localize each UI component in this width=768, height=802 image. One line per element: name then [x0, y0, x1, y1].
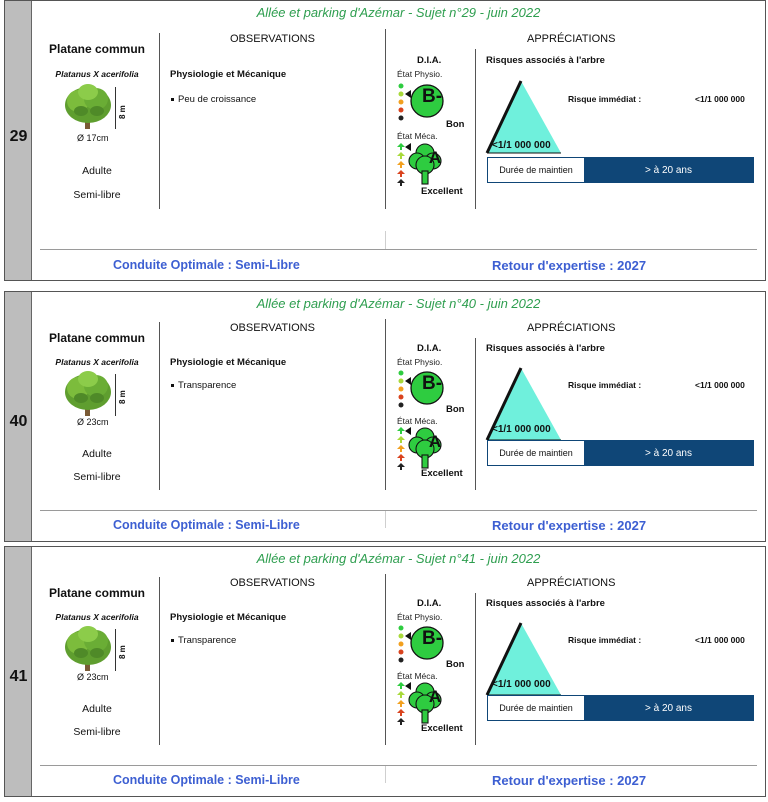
risk-immediate-label: Risque immédiat : [568, 380, 642, 391]
risk-immediate-label: Risque immédiat : [568, 635, 642, 646]
duree-label: Durée de maintien [488, 158, 584, 182]
risk-title: Risques associés à l'arbre [486, 343, 605, 355]
divider-species [159, 577, 160, 744]
subject-number: 41 [9, 667, 28, 685]
card-header: Allée et parking d'Azémar - Sujet n°40 - juin 2022 [256, 296, 541, 311]
dia-title: D.I.A. [417, 343, 442, 355]
form-label: Semi-libre [73, 189, 121, 201]
divider-faint [385, 766, 386, 783]
duree-value: > à 20 ans [584, 441, 753, 465]
meca-label: État Méca. [397, 415, 438, 426]
diameter-label: Ø 17cm [77, 133, 109, 143]
observation-item-text: Peu de croissance [178, 94, 257, 105]
species-common-name: Platane commun [48, 42, 146, 56]
duree-maintien-bar [487, 695, 754, 721]
form-label: Semi-libre [73, 470, 121, 483]
card-header: Allée et parking d'Azémar - Sujet n°41 - juin 2022 [256, 551, 541, 566]
footer-divider [40, 249, 757, 250]
tree-photo-icon [63, 370, 113, 418]
observation-item [171, 635, 236, 646]
meca-label: État Méca. [397, 131, 438, 141]
physio-grade-text: Bon [446, 119, 465, 130]
meca-grade-text: Excellent [421, 722, 463, 734]
species-latin-name: Platanus X acerifolia [55, 69, 139, 79]
physio-label: État Physio. [397, 69, 443, 79]
observations-title: OBSERVATIONS [230, 322, 315, 335]
height-label: 8 m [118, 645, 127, 660]
bullet-icon [171, 639, 174, 642]
duree-maintien-bar [487, 440, 754, 466]
footer-conduite: Conduite Optimale : Semi-Libre [113, 773, 300, 787]
card-header: Allée et parking d'Azémar - Sujet n°29 - juin 2022 [256, 5, 541, 20]
divider-faint [385, 231, 386, 249]
triangle-risk-label: <1/1 000 000 [492, 424, 551, 436]
risk-immediate-value: <1/1 000 000 [695, 94, 745, 104]
tree-photo-icon [63, 83, 113, 131]
footer-conduite: Conduite Optimale : Semi-Libre [113, 518, 300, 532]
physio-grade: B- [421, 627, 443, 649]
divider-faint [385, 511, 386, 528]
divider-dia [475, 593, 476, 745]
risk-title: Risques associés à l'arbre [486, 598, 605, 610]
dia-title: D.I.A. [417, 598, 442, 610]
meca-label: État Méca. [397, 670, 438, 681]
height-label: 8 m [118, 390, 127, 405]
appreciations-title: APPRÉCIATIONS [527, 577, 616, 590]
footer-divider [40, 765, 757, 766]
age-label: Adulte [82, 702, 112, 715]
physio-label: État Physio. [397, 356, 443, 367]
tree-card [4, 0, 766, 281]
footer-conduite: Conduite Optimale : Semi-Libre [113, 258, 300, 272]
height-bar [115, 87, 116, 129]
height-label: 8 m [118, 105, 127, 119]
meca-grade: A [428, 431, 442, 451]
duree-label: Durée de maintien [488, 696, 584, 720]
risk-immediate-value: <1/1 000 000 [695, 635, 745, 646]
diameter-label: Ø 23cm [77, 672, 109, 683]
species-latin-name: Platanus X acerifolia [55, 356, 139, 367]
height-bar [115, 629, 116, 671]
duree-value: > à 20 ans [584, 158, 753, 182]
physio-grade: B- [421, 86, 443, 107]
divider-observations [385, 29, 386, 209]
divider-species [159, 322, 160, 489]
meca-grade: A [428, 686, 442, 706]
divider-observations [385, 574, 386, 745]
divider-dia [475, 49, 476, 209]
footer-divider [40, 510, 757, 511]
height-bar [115, 374, 116, 416]
risk-immediate-value: <1/1 000 000 [695, 380, 745, 391]
observation-item-text: Transparence [178, 380, 237, 392]
observations-subtitle: Physiologie et Mécanique [170, 69, 287, 80]
species-common-name: Platane commun [48, 330, 146, 345]
risk-immediate-label: Risque immédiat : [568, 94, 642, 104]
observation-item [171, 94, 256, 105]
age-label: Adulte [82, 447, 112, 460]
observations-title: OBSERVATIONS [230, 33, 315, 45]
tree-photo-icon [63, 625, 113, 673]
footer-retour-expertise: Retour d'expertise : 2027 [492, 773, 647, 788]
appreciations-title: APPRÉCIATIONS [527, 33, 616, 45]
subject-number: 40 [9, 412, 28, 430]
footer-retour-expertise: Retour d'expertise : 2027 [492, 258, 647, 273]
tree-card [4, 546, 766, 797]
physio-label: État Physio. [397, 611, 443, 622]
observations-title: OBSERVATIONS [230, 577, 315, 590]
subject-number: 29 [9, 128, 28, 145]
observations-subtitle: Physiologie et Mécanique [170, 356, 287, 368]
meca-grade-text: Excellent [421, 467, 463, 479]
observations-subtitle: Physiologie et Mécanique [170, 611, 287, 623]
form-label: Semi-libre [73, 725, 121, 738]
duree-label: Durée de maintien [488, 441, 584, 465]
tree-card [4, 291, 766, 542]
physio-grade-text: Bon [446, 659, 465, 671]
bullet-icon [171, 98, 174, 101]
divider-dia [475, 338, 476, 490]
meca-grade-text: Excellent [421, 186, 463, 197]
bullet-icon [171, 384, 174, 387]
species-common-name: Platane commun [48, 585, 146, 600]
dia-title: D.I.A. [417, 55, 442, 66]
risk-title: Risques associés à l'arbre [486, 55, 605, 66]
appreciations-title: APPRÉCIATIONS [527, 322, 616, 335]
triangle-risk-label: <1/1 000 000 [492, 679, 551, 691]
duree-value: > à 20 ans [584, 696, 753, 720]
age-label: Adulte [82, 165, 112, 177]
divider-observations [385, 319, 386, 490]
physio-grade: B- [421, 372, 443, 394]
divider-species [159, 33, 160, 209]
observation-item-text: Transparence [178, 635, 237, 647]
species-latin-name: Platanus X acerifolia [55, 611, 139, 622]
meca-grade: A [428, 148, 442, 167]
triangle-risk-label: <1/1 000 000 [492, 140, 551, 151]
footer-retour-expertise: Retour d'expertise : 2027 [492, 518, 647, 533]
observation-item [171, 380, 236, 391]
duree-maintien-bar [487, 157, 754, 183]
diameter-label: Ø 23cm [77, 417, 109, 428]
physio-grade-text: Bon [446, 404, 465, 416]
